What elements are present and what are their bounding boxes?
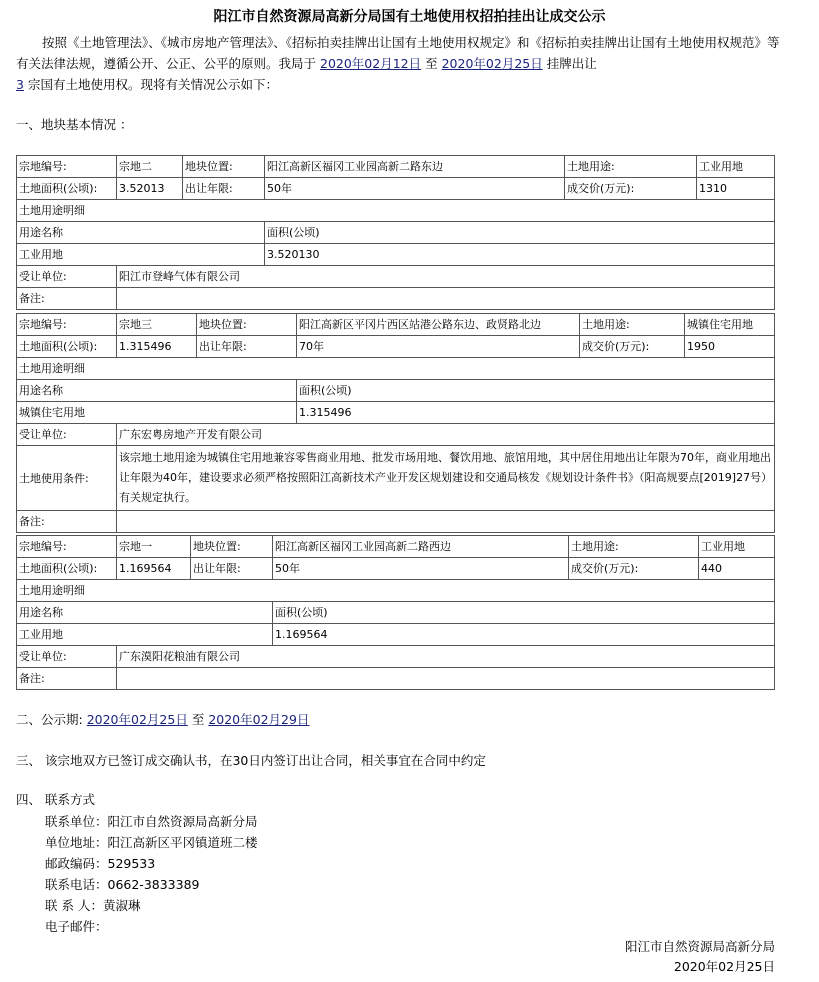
location-label: 地块位置: [191,536,273,558]
contact-person: 联 系 人：黄淑琳 [45,898,141,913]
location-label: 地块位置: [183,156,265,178]
table-row [17,380,775,402]
parcel-no-label: 宗地编号: [17,156,117,178]
price-label: 成交价(万元): [580,336,685,358]
assignee-label: 受让单位: [17,424,117,446]
section-3: 三、 该宗地双方已签订成交确认书，在30日内签订出让合同，相关事宜在合同中约定 [16,753,486,768]
parcel-count: 3 [16,77,24,92]
intro-text-3: 挂牌出让 [546,56,597,71]
contact-phone: 联系电话：0662-3833389 [45,877,200,892]
parcel-table-1 [16,155,775,310]
parcel-conditions: 该宗地土地用途为城镇住宅用地兼容零售商业用地、批发市场用地、餐饮用地、旅馆用地，其中居住用地出让年限为70年，商业用地出让年限为40年，建设要求必须严格按照阳江高新技术产业开发区规划建设和交通局核发《规划设计条件书》（阳高规要点[2019]27号）有关规定执行。 [117,446,775,511]
table-row [17,424,775,446]
conditions-label: 土地使用条件: [17,446,117,511]
contact-block [45,811,258,937]
parcel-no-label: 宗地编号: [17,314,117,336]
table-row [17,178,775,200]
use-area-header: 面积(公顷) [297,380,775,402]
table-row [17,244,775,266]
parcel-area: 3.52013 [117,178,183,200]
land-use-label: 土地用途: [569,536,699,558]
contact-address: 单位地址：阳江高新区平冈镇道班二楼 [45,835,258,850]
parcel-price: 440 [699,558,775,580]
table-row [17,580,775,602]
area-label: 土地面积(公顷): [17,336,117,358]
parcel-price: 1950 [685,336,775,358]
parcel-no: 宗地三 [117,314,197,336]
parcel-area: 1.169564 [117,558,191,580]
parcel-price: 1310 [697,178,775,200]
remark-label: 备注: [17,668,117,690]
table-row [17,358,775,380]
parcel-location: 阳江高新区福冈工业园高新二路东边 [265,156,565,178]
parcel-term: 50年 [273,558,569,580]
price-label: 成交价(万元): [569,558,699,580]
parcel-land-use: 工业用地 [697,156,775,178]
use-name-header: 用途名称 [17,380,297,402]
contact-postcode: 邮政编码：529533 [45,856,156,871]
parcel-no: 宗地一 [117,536,191,558]
remark-label: 备注: [17,288,117,310]
section-4-heading: 四、 联系方式 [16,792,95,807]
table-row [17,511,775,533]
use-area-header: 面积(公顷) [265,222,775,244]
table-row [17,222,775,244]
parcel-table-2 [16,313,775,533]
table-row [17,336,775,358]
parcel-assignee: 广东漠阳花粮油有限公司 [117,646,775,668]
section-2 [16,711,309,729]
listing-end-date: 2020年02月25日 [441,56,543,71]
parcel-land-use: 工业用地 [699,536,775,558]
parcel-term: 50年 [265,178,565,200]
use-detail-heading: 土地用途明细 [17,580,775,602]
detail-use-name: 工业用地 [17,624,273,646]
detail-use-area: 1.169564 [273,624,775,646]
table-row [17,558,775,580]
assignee-label: 受让单位: [17,266,117,288]
intro-paragraph [16,32,786,95]
table-row [17,156,775,178]
use-name-header: 用途名称 [17,222,265,244]
parcel-table-3 [16,535,775,690]
parcel-assignee: 阳江市登峰气体有限公司 [117,266,775,288]
table-row [17,646,775,668]
signature-date: 2020年02月25日 [673,959,775,974]
term-label: 出让年限: [183,178,265,200]
table-row [17,266,775,288]
parcel-land-use: 城镇住宅用地 [685,314,775,336]
parcel-remark [117,511,775,533]
intro-text-4: 宗国有土地使用权。现将有关情况公示如下： [27,77,278,92]
table-row [17,288,775,310]
use-name-header: 用途名称 [17,602,273,624]
table-row [17,624,775,646]
use-detail-heading: 土地用途明细 [17,358,775,380]
contact-email: 电子邮件： [45,919,108,934]
parcel-area: 1.315496 [117,336,197,358]
parcel-location: 阳江高新区福冈工业园高新二路西边 [273,536,569,558]
table-row [17,200,775,222]
table-row [17,314,775,336]
detail-use-name: 城镇住宅用地 [17,402,297,424]
signature-org: 阳江市自然资源局高新分局 [624,939,775,954]
section-2-to: 至 [191,712,205,727]
publicity-start-date: 2020年02月25日 [86,712,188,727]
table-row [17,602,775,624]
detail-use-area: 1.315496 [297,402,775,424]
contact-unit: 联系单位：阳江市自然资源局高新分局 [45,814,258,829]
location-label: 地块位置: [197,314,297,336]
remark-label: 备注: [17,511,117,533]
intro-text-2: 至 [425,56,438,71]
table-row [17,446,775,511]
table-row [17,402,775,424]
parcel-assignee: 广东宏粤房地产开发有限公司 [117,424,775,446]
publicity-end-date: 2020年02月29日 [208,712,310,727]
price-label: 成交价(万元): [565,178,697,200]
area-label: 土地面积(公顷): [17,558,117,580]
parcel-no: 宗地二 [117,156,183,178]
assignee-label: 受让单位: [17,646,117,668]
use-detail-heading: 土地用途明细 [17,200,775,222]
table-row [17,668,775,690]
detail-use-name: 工业用地 [17,244,265,266]
land-use-label: 土地用途: [565,156,697,178]
land-use-label: 土地用途: [580,314,685,336]
parcel-remark [117,288,775,310]
area-label: 土地面积(公顷): [17,178,117,200]
parcel-remark [117,668,775,690]
table-row [17,536,775,558]
detail-use-area: 3.520130 [265,244,775,266]
section-1-heading: 一、地块基本情况 ： [16,117,133,132]
page-title: 阳江市自然资源局高新分局国有土地使用权招拍挂出让成交公示 [213,9,606,25]
term-label: 出让年限: [191,558,273,580]
section-2-label: 二、公示期: [16,712,83,727]
term-label: 出让年限: [197,336,297,358]
parcel-location: 阳江高新区平冈片西区站港公路东边、政贤路北边 [297,314,580,336]
parcel-term: 70年 [297,336,580,358]
use-area-header: 面积(公顷) [273,602,775,624]
intro-text-1: 按照《土地管理法》、《城市房地产管理法》、《招标拍卖挂牌出让国有土地使用权规定》和《招标拍卖挂牌出让国有土地使用权规范》等有关法律法规，遵循公开、公正、公平的原则。我局于 [16,35,780,71]
listing-start-date: 2020年02月12日 [320,56,422,71]
parcel-no-label: 宗地编号: [17,536,117,558]
signature-block [625,937,775,977]
